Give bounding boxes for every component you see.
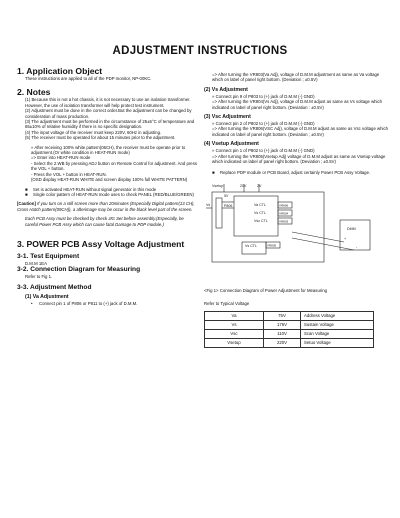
label-plus: + — [344, 236, 347, 241]
connection-diagram — [204, 180, 374, 275]
label-5v: 5V — [224, 193, 229, 198]
note-1: (1) Because this is not a hot chassis, it is not necessary to use an isolation transformer. However, the use of isolation transformer will help protect test instrument. — [25, 97, 191, 108]
replace-note: ■ Replace PDP module or PCB Board, adjust certainly Power PCB Assy Voltage. — [212, 170, 371, 176]
power-board-outline — [212, 192, 324, 262]
section-3-heading: 3. POWER PCB Assy Voltage Adjustment — [17, 238, 185, 249]
dmm-box — [340, 220, 370, 250]
test-equipment: D.M.M 1EA — [25, 260, 47, 266]
label-vs-ctl-2: Vs CTL — [245, 243, 257, 248]
label-vs: Vs — [206, 202, 211, 207]
section-1-heading: 1. Application Object — [17, 66, 103, 76]
caution-label: [Caution] — [17, 201, 36, 207]
vs-adjust-item-1: » Connect pin 9 of P803 to (+) jack of D.M.M (-) GND) — [212, 93, 315, 99]
figure-caption: <Fig 1> Connection Diagram of Power Adjustment for Measuring — [204, 287, 328, 293]
label-minus: - — [356, 244, 358, 249]
typical-voltage-table — [204, 311, 374, 348]
section-1-body: These instructions are applied to all of the PDP monitor, NP-00KC. — [25, 76, 152, 81]
bullet-circle-icon: • — [31, 300, 33, 306]
vsc-adjust-heading: (3) Vsc Adjustment — [204, 114, 251, 121]
connector-p806 — [216, 198, 222, 228]
bullet-item: ■ Set is activated HEAT-RUN without signal generator in this mode — [25, 186, 157, 192]
vsc-adjust-item-2: => After turning the VR806(VSC Adj), voltage of D.M.M adjust as same as Vsc voltage which indicated on label of panel right bottom. (Deviation ; ±0.5V) — [212, 126, 389, 137]
vsetup-adjust-item-2: => After turning the VR805(Vsetup Adj) voltage of D.M.M adjust as same as Vsetup voltage which indicated on label of panel right bottom. (Deviation ; ±0.5V) — [212, 153, 386, 165]
label-dmm: DMM — [347, 226, 356, 231]
bullet-square-icon: ■ — [25, 191, 28, 197]
va-adjust-heading: (1) Va Adjustment — [25, 293, 69, 300]
label-vsc-ctl: Vsc CTL — [254, 218, 268, 223]
note-3: (3) The adjustment must be performed in the circumstance of 25±5°C of temperature and 65±10% of relative humidity if there is no specific designation. — [25, 119, 195, 130]
heat-run-line-3: - Select the 2.WB by pressing ADJ button on Remote Control for adjustment. And press the VOL + button. — [31, 160, 197, 172]
control-block — [234, 196, 278, 236]
table-row: Vsetup 220V Setuo Voltage — [205, 338, 374, 347]
connection-ref: Refer to Fig 1. — [25, 274, 53, 280]
section-2-heading: 2. Notes — [17, 87, 51, 98]
label-vr803: VR803 — [279, 219, 289, 224]
section-3-3-heading: 3-3. Adjustment Method — [17, 283, 92, 291]
va-adjust-continued: => After turning the VR803(Va Adj), voltage of D.M.M adjustment as same as Va voltage which on label of panel right bottom. (Deviation ; ±0.5V) — [212, 72, 380, 83]
table-row: Vsc 110V Scan Voltage — [205, 329, 374, 338]
bullet-item: ■ Single color pattern of HEAT-RUN mode uses to check PANEL (RED/BLUE/GREEN) — [25, 191, 194, 197]
vsc-adjust-item-1: » Connect pin 2 of P802 to (+) jack of D.M.M (-) GND) — [212, 121, 315, 127]
section-3-1-heading: 3-1. Test Equipment — [17, 252, 80, 260]
label-20v: 20V — [240, 183, 247, 188]
heat-run-line-5: (OSD display HEAT-RUN WHITE and screen display 100% full WHITE PATTERN) — [31, 177, 188, 183]
note-2: (2) Adjustment must be done in the correct order.But the adjustment can be changed by consideration of mass production. — [25, 108, 192, 119]
heat-run-line-2: => Enter into HEAT-RUN mode — [31, 155, 91, 161]
label-vsetup: Vsetup — [212, 183, 224, 188]
vsetup-adjust-item-1: » Connect pin 1 of P802 to (+) jack of D.M.M (-) GND) — [212, 148, 315, 154]
page-title: ADJUSTMENT INSTRUCTIONS — [112, 45, 288, 57]
bullet-square-icon: ■ — [25, 186, 28, 192]
note-5: (5) The receiver must be operated for about 15 minutes prior to the adjustment. — [25, 135, 176, 141]
table-row: Va 75V Address Voltage — [205, 311, 374, 320]
right-column — [204, 44, 389, 348]
note-4: (4) The input voltage of the receiver must keep 220V, 60Hz in adjusting. — [25, 129, 162, 135]
left-column — [17, 66, 197, 306]
typical-voltage-label: Refer to Typical Voltage — [204, 301, 250, 307]
va-adjust-item: • Connect pin 1 of P806 or P811 to (+) jack of D.M.M. — [31, 300, 138, 306]
bullet-square-icon: ■ — [212, 170, 215, 176]
caution-text: If you turn on a still screen more than 20minutes (Especially Digital pattern(13 CH), Cross Hatch pattern(09CH)), a afterimage may be occur in the black level part of the screen. — [17, 201, 195, 212]
heat-run-line-4: - Press the VOL + button in HEAT-RUN. — [31, 171, 107, 177]
label-2v: 2V — [257, 183, 262, 188]
label-vr806: VR806 — [279, 203, 289, 208]
label-va-ctl: Va CTL — [254, 202, 266, 207]
label-vr805: VR805 — [267, 243, 277, 248]
caution-paragraph — [17, 201, 197, 212]
heat-run-line-1: » After receiving 100% white pattern(06CH), the receiver must be operate prior to adjustment.(Or white condition in HEAT-RUN mode) — [31, 144, 186, 156]
vs-adjust-heading: (2) Vs Adjustment — [204, 86, 248, 93]
label-vs-ctl: Vs CTL — [254, 210, 266, 215]
vs-adjust-item-2: => After turning the VR804(Vs Adj), voltage of D.M.M adjust as same as Vs voltage which indicated on label of panel right bottom. (Deviation : ±0.5V) — [212, 99, 383, 110]
caution-text-2: Each PCB Assy must be checked by check JIG Set before assembly.(Especially, be careful Power PCB Assy which can cause fatal Damage to PDP module.) — [25, 216, 184, 227]
section-3-2-heading: 3-2. Connection Diagram for Measuring — [17, 266, 141, 274]
vsetup-adjust-heading: (4) Vsetup Adjustment — [204, 141, 259, 148]
label-vr804: VR804 — [279, 211, 289, 216]
label-p806: P806 — [224, 203, 233, 208]
table-row: Vs 176V Sustain Voltage — [205, 320, 374, 329]
